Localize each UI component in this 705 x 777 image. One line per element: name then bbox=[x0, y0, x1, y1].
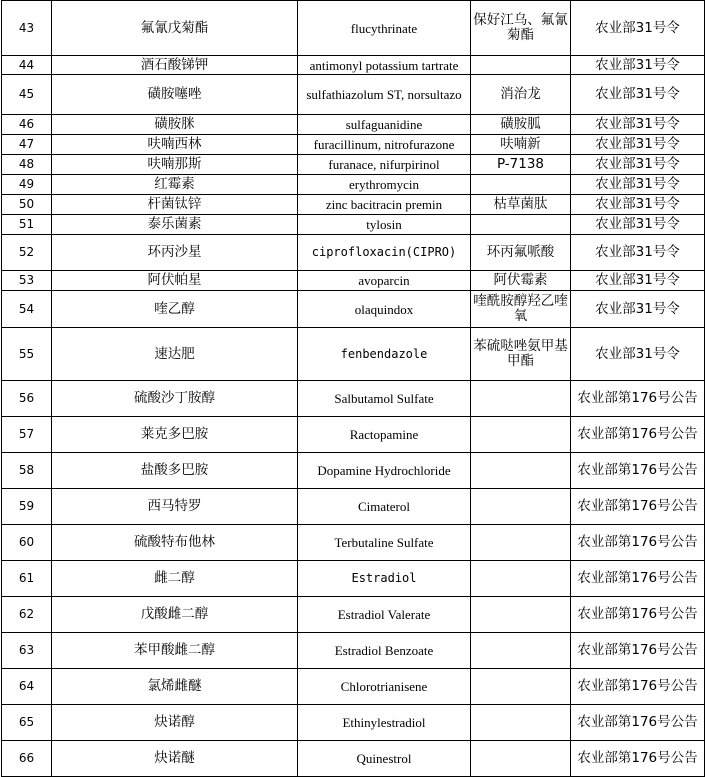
alias-name bbox=[471, 525, 571, 561]
alias-name bbox=[471, 175, 571, 195]
regulation-note: 农业部31号令 bbox=[571, 175, 705, 195]
chinese-name: 盐酸多巴胺 bbox=[52, 453, 298, 489]
chinese-name: 环丙沙星 bbox=[52, 235, 298, 271]
row-number: 49 bbox=[2, 175, 52, 195]
chinese-name: 磺胺噻唑 bbox=[52, 75, 298, 115]
alias-name: 枯草菌肽 bbox=[471, 195, 571, 215]
row-number: 51 bbox=[2, 215, 52, 235]
table-row bbox=[2, 235, 705, 271]
drug-table bbox=[1, 0, 705, 777]
chinese-name: 氟氰戊菊酯 bbox=[52, 1, 298, 56]
chinese-name: 呋喃那斯 bbox=[52, 155, 298, 175]
table-row bbox=[2, 215, 705, 235]
row-number: 48 bbox=[2, 155, 52, 175]
table-row bbox=[2, 633, 705, 669]
row-number: 55 bbox=[2, 328, 52, 381]
table-row bbox=[2, 195, 705, 215]
alias-name bbox=[471, 453, 571, 489]
english-name: flucythrinate bbox=[298, 1, 471, 56]
row-number: 66 bbox=[2, 741, 52, 777]
chinese-name: 酒石酸锑钾 bbox=[52, 56, 298, 75]
english-name: sulfaguanidine bbox=[298, 115, 471, 135]
english-name: Chlorotrianisene bbox=[298, 669, 471, 705]
regulation-note: 农业部第176号公告 bbox=[571, 453, 705, 489]
chinese-name: 苯甲酸雌二醇 bbox=[52, 633, 298, 669]
row-number: 52 bbox=[2, 235, 52, 271]
chinese-name: 氯烯雌醚 bbox=[52, 669, 298, 705]
english-name: Estradiol bbox=[298, 561, 471, 597]
regulation-note: 农业部31号令 bbox=[571, 195, 705, 215]
regulation-note: 农业部第176号公告 bbox=[571, 525, 705, 561]
table-row bbox=[2, 489, 705, 525]
english-name: furanace, nifurpirinol bbox=[298, 155, 471, 175]
chinese-name: 雌二醇 bbox=[52, 561, 298, 597]
row-number: 64 bbox=[2, 669, 52, 705]
chinese-name: 炔诺醚 bbox=[52, 741, 298, 777]
regulation-note: 农业部31号令 bbox=[571, 155, 705, 175]
row-number: 43 bbox=[2, 1, 52, 56]
regulation-note: 农业部31号令 bbox=[571, 235, 705, 271]
chinese-name: 硫酸特布他林 bbox=[52, 525, 298, 561]
table-row bbox=[2, 741, 705, 777]
regulation-note: 农业部31号令 bbox=[571, 1, 705, 56]
alias-name bbox=[471, 56, 571, 75]
regulation-note: 农业部第176号公告 bbox=[571, 669, 705, 705]
english-name: Terbutaline Sulfate bbox=[298, 525, 471, 561]
english-name: Quinestrol bbox=[298, 741, 471, 777]
drug-table-body bbox=[2, 1, 705, 777]
english-name: furacillinum, nitrofurazone bbox=[298, 135, 471, 155]
chinese-name: 红霉素 bbox=[52, 175, 298, 195]
table-row bbox=[2, 291, 705, 328]
alias-name: 阿伏霉素 bbox=[471, 271, 571, 291]
row-number: 63 bbox=[2, 633, 52, 669]
table-row bbox=[2, 271, 705, 291]
alias-name: 保好江乌、氟氰菊酯 bbox=[471, 1, 571, 56]
chinese-name: 莱克多巴胺 bbox=[52, 417, 298, 453]
table-row bbox=[2, 453, 705, 489]
table-row bbox=[2, 381, 705, 417]
alias-name bbox=[471, 741, 571, 777]
regulation-note: 农业部31号令 bbox=[571, 291, 705, 328]
regulation-note: 农业部31号令 bbox=[571, 75, 705, 115]
regulation-note: 农业部第176号公告 bbox=[571, 489, 705, 525]
alias-name bbox=[471, 669, 571, 705]
english-name: antimonyl potassium tartrate bbox=[298, 56, 471, 75]
english-name: Dopamine Hydrochloride bbox=[298, 453, 471, 489]
english-name: avoparcin bbox=[298, 271, 471, 291]
alias-name bbox=[471, 381, 571, 417]
alias-name bbox=[471, 215, 571, 235]
row-number: 61 bbox=[2, 561, 52, 597]
row-number: 57 bbox=[2, 417, 52, 453]
chinese-name: 戊酸雌二醇 bbox=[52, 597, 298, 633]
row-number: 45 bbox=[2, 75, 52, 115]
row-number: 60 bbox=[2, 525, 52, 561]
english-name: ciprofloxacin(CIPRO) bbox=[298, 235, 471, 271]
alias-name: 磺胺胍 bbox=[471, 115, 571, 135]
chinese-name: 西马特罗 bbox=[52, 489, 298, 525]
row-number: 44 bbox=[2, 56, 52, 75]
english-name: erythromycin bbox=[298, 175, 471, 195]
table-row bbox=[2, 75, 705, 115]
english-name: Cimaterol bbox=[298, 489, 471, 525]
chinese-name: 阿伏帕星 bbox=[52, 271, 298, 291]
row-number: 65 bbox=[2, 705, 52, 741]
english-name: zinc bacitracin premin bbox=[298, 195, 471, 215]
row-number: 46 bbox=[2, 115, 52, 135]
alias-name: 消治龙 bbox=[471, 75, 571, 115]
row-number: 47 bbox=[2, 135, 52, 155]
alias-name bbox=[471, 489, 571, 525]
table-row bbox=[2, 705, 705, 741]
english-name: tylosin bbox=[298, 215, 471, 235]
regulation-note: 农业部31号令 bbox=[571, 135, 705, 155]
chinese-name: 杆菌钛锌 bbox=[52, 195, 298, 215]
chinese-name: 速达肥 bbox=[52, 328, 298, 381]
english-name: Ethinylestradiol bbox=[298, 705, 471, 741]
regulation-note: 农业部第176号公告 bbox=[571, 417, 705, 453]
table-row bbox=[2, 328, 705, 381]
regulation-note: 农业部31号令 bbox=[571, 115, 705, 135]
english-name: Salbutamol Sulfate bbox=[298, 381, 471, 417]
row-number: 53 bbox=[2, 271, 52, 291]
alias-name bbox=[471, 417, 571, 453]
row-number: 59 bbox=[2, 489, 52, 525]
chinese-name: 硫酸沙丁胺醇 bbox=[52, 381, 298, 417]
row-number: 54 bbox=[2, 291, 52, 328]
table-row bbox=[2, 155, 705, 175]
table-row bbox=[2, 56, 705, 75]
alias-name bbox=[471, 705, 571, 741]
regulation-note: 农业部第176号公告 bbox=[571, 381, 705, 417]
row-number: 50 bbox=[2, 195, 52, 215]
table-row bbox=[2, 135, 705, 155]
row-number: 58 bbox=[2, 453, 52, 489]
table-row bbox=[2, 669, 705, 705]
alias-name: 呋喃新 bbox=[471, 135, 571, 155]
english-name: fenbendazole bbox=[298, 328, 471, 381]
table-row bbox=[2, 525, 705, 561]
table-row bbox=[2, 561, 705, 597]
row-number: 62 bbox=[2, 597, 52, 633]
alias-name bbox=[471, 597, 571, 633]
table-row bbox=[2, 175, 705, 195]
alias-name: 喹酰胺醇羟乙喹氧 bbox=[471, 291, 571, 328]
regulation-note: 农业部第176号公告 bbox=[571, 705, 705, 741]
chinese-name: 呋喃西林 bbox=[52, 135, 298, 155]
table-row bbox=[2, 417, 705, 453]
english-name: Estradiol Valerate bbox=[298, 597, 471, 633]
regulation-note: 农业部第176号公告 bbox=[571, 597, 705, 633]
row-number: 56 bbox=[2, 381, 52, 417]
alias-name: 苯硫哒唑氨甲基甲酯 bbox=[471, 328, 571, 381]
chinese-name: 泰乐菌素 bbox=[52, 215, 298, 235]
table-row bbox=[2, 597, 705, 633]
english-name: Ractopamine bbox=[298, 417, 471, 453]
regulation-note: 农业部31号令 bbox=[571, 271, 705, 291]
regulation-note: 农业部31号令 bbox=[571, 328, 705, 381]
chinese-name: 炔诺醇 bbox=[52, 705, 298, 741]
regulation-note: 农业部第176号公告 bbox=[571, 561, 705, 597]
regulation-note: 农业部31号令 bbox=[571, 56, 705, 75]
english-name: Estradiol Benzoate bbox=[298, 633, 471, 669]
alias-name bbox=[471, 633, 571, 669]
alias-name: P-7138 bbox=[471, 155, 571, 175]
chinese-name: 喹乙醇 bbox=[52, 291, 298, 328]
english-name: sulfathiazolum ST, norsultazo bbox=[298, 75, 471, 115]
english-name: olaquindox bbox=[298, 291, 471, 328]
alias-name bbox=[471, 561, 571, 597]
regulation-note: 农业部31号令 bbox=[571, 215, 705, 235]
alias-name: 环丙氟哌酸 bbox=[471, 235, 571, 271]
chinese-name: 磺胺脒 bbox=[52, 115, 298, 135]
table-row bbox=[2, 115, 705, 135]
regulation-note: 农业部第176号公告 bbox=[571, 741, 705, 777]
regulation-note: 农业部第176号公告 bbox=[571, 633, 705, 669]
table-row bbox=[2, 1, 705, 56]
